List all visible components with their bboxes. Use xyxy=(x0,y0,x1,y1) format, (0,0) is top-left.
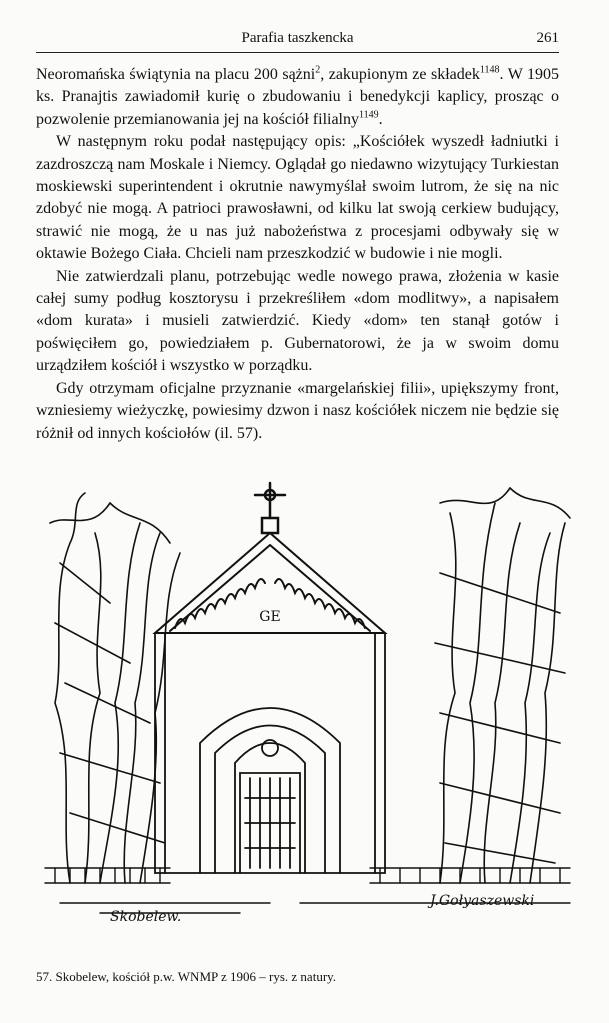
paragraph xyxy=(36,378,559,445)
text-run: W następnym roku podał następujący opis: „Kościółek wyszedł ładniutki i zazdroszczą nam Moskale i Niemcy. Oglądał go niedawno wizytujący Turkiestan moskiewski superintendent i okrutnie nawymyślał swoim lutrom, że się na nic zdobyć nie mogą. A patrioci prawosławni, od kilku lat swoją cerkiew budujący, strawić nie mogą, że u nas już nabożeństwa z procesjami odbywały się w oktawie Bożego Ciała. Chcieli nam przeszkodzić w budowie i nie mogli. xyxy=(36,133,559,263)
monogram: GE xyxy=(259,609,281,625)
left-tree xyxy=(50,493,180,883)
cross-icon xyxy=(255,483,285,533)
header-title: Parafia taszkencka xyxy=(241,30,354,46)
page-number: 261 xyxy=(536,30,559,46)
paragraph xyxy=(36,131,559,265)
church-illustration xyxy=(40,463,575,943)
footnote-ref: 1148 xyxy=(479,64,500,76)
text-run: , zakupionym ze składek xyxy=(320,66,480,83)
text-run: Gdy otrzymam oficjalne przyznanie «margelańskiej filii», upiększymy front, wzniesiemy wieżyczkę, powiesimy dzwon i nasz kościółek niczem nie będzie się różnił od innych kościołów (il. 57). xyxy=(36,379,559,442)
paragraph xyxy=(36,64,559,131)
signature-right: J.Gołyaszewski xyxy=(430,893,535,909)
footnote-ref: 2 xyxy=(315,64,321,76)
church-facade xyxy=(155,633,385,873)
figure-caption: 57. Skobelew, kościół p.w. WNMP z 1906 – rys. z natury. xyxy=(36,969,337,984)
footnote-ref: 1149 xyxy=(359,109,379,121)
body-text xyxy=(36,64,559,445)
text-run: Nie zatwierdzali planu, potrzebując wedle nowego prawa, złożenia w kasie całej sumy podług kosztorysu i przekreśliłem «dom modlitwy», a napisałem «dom kurata» i musieli zatwierdzić. Kiedy «dom» ten stanął gotów i poświęciłem go, powiedziałem p. Gubernatorowi, że ja w swoim domu urządziłem kościół i wszystko w porządku. xyxy=(36,267,559,375)
text-run: . xyxy=(378,110,383,128)
text-run: Neoromańska świątynia na placu 200 sążni xyxy=(36,66,316,83)
running-header xyxy=(36,30,559,53)
right-tree xyxy=(435,488,570,883)
signature-left: Skobelew. xyxy=(110,909,182,925)
paragraph xyxy=(36,266,559,378)
text-run: . W 1905 ks. Pranajtis zawiadomił kurię o zbudowaniu i benedykcji kaplicy, prosząc o pozwolenie przemianowania jej na kościół filialny xyxy=(36,66,559,128)
